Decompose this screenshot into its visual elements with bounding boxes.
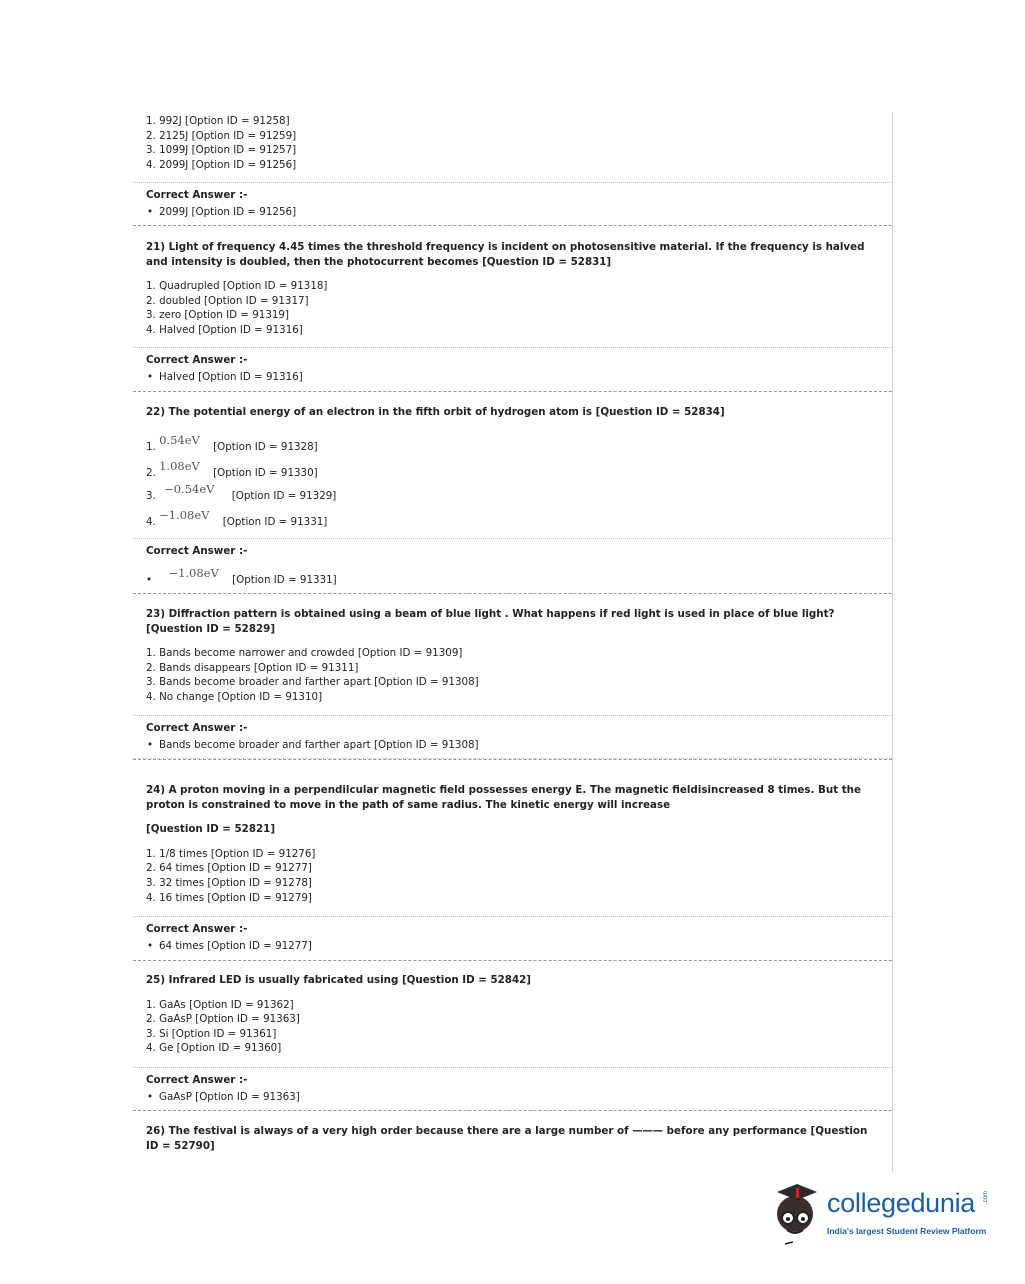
option: 1. 0.54eV [Option ID = 91328]: [146, 433, 318, 453]
q20-answer: [133, 188, 892, 219]
divider: [133, 538, 892, 539]
divider: [133, 182, 892, 183]
option: 3. zero [Option ID = 91319]: [146, 309, 289, 322]
math-expression: 1.08eV: [159, 459, 200, 473]
correct-answer-label: Correct Answer :-: [146, 722, 248, 734]
option: 4. Halved [Option ID = 91316]: [146, 323, 303, 336]
math-expression: 0.54eV: [159, 433, 200, 447]
correct-answer: • 64 times [Option ID = 91277]: [146, 939, 876, 954]
option: 2. GaAsP [Option ID = 91363]: [146, 1013, 300, 1026]
correct-answer-label: Correct Answer :-: [146, 354, 248, 366]
divider: [133, 347, 892, 348]
option: 1. GaAs [Option ID = 91362]: [146, 998, 294, 1011]
q24: [133, 783, 892, 905]
question-text: 26) The festival is always of a very high order because there are a large number of ——— before any performance [Question ID = 52790]: [146, 1125, 868, 1152]
q21-answer: [133, 353, 892, 384]
option: 2. doubled [Option ID = 91317]: [146, 294, 309, 307]
q25: [133, 973, 892, 1056]
option: 1. Quadrupled [Option ID = 91318]: [146, 280, 328, 293]
question-id: [Question ID = 52821]: [146, 823, 276, 836]
q23: [133, 607, 892, 705]
q26: [133, 1124, 892, 1153]
option: 4. Ge [Option ID = 91360]: [146, 1042, 282, 1055]
q25-answer: [133, 1073, 892, 1104]
question-separator: [133, 1110, 892, 1111]
option: 2. Bands disappears [Option ID = 91311]: [146, 661, 359, 674]
option: 2. 2125J [Option ID = 91259]: [146, 129, 297, 142]
question-text: 21) Light of frequency 4.45 times the threshold frequency is incident on photosensitive material. If the frequency is halved and intensity is doubled, then the photocurrent becomes [Question ID = 52831]: [146, 241, 865, 268]
question-separator: [133, 960, 892, 961]
correct-answer-label: Correct Answer :-: [146, 923, 248, 935]
collegedunia-logo: [767, 1178, 997, 1253]
math-expression: −1.08eV: [168, 566, 219, 580]
option: 2. 1.08eV [Option ID = 91330]: [146, 459, 318, 479]
question-separator: [133, 593, 892, 594]
option: 1. Bands become narrower and crowded [Option ID = 91309]: [146, 647, 463, 660]
option: 3. 1099J [Option ID = 91257]: [146, 144, 297, 157]
q23-answer: [133, 721, 892, 752]
question-separator: [133, 391, 892, 392]
question-text: 22) The potential energy of an electron in the fifth orbit of hydrogen atom is [Question ID = 52834]: [146, 406, 725, 418]
divider: [133, 715, 892, 716]
question-text: 23) Diffraction pattern is obtained using a beam of blue light . What happens if red light is used in place of blue light? [Question ID = 52829]: [146, 608, 835, 635]
logo-tagline: India's largest Student Review Platform: [827, 1226, 987, 1236]
correct-answer-label: Correct Answer :-: [146, 545, 248, 557]
divider: [133, 916, 892, 917]
math-expression: −0.54eV: [164, 482, 215, 496]
logo-wordmark: collegedunia: [827, 1188, 976, 1218]
correct-answer: • Bands become broader and farther apart [Option ID = 91308]: [146, 738, 876, 753]
correct-answer: • GaAsP [Option ID = 91363]: [146, 1090, 876, 1105]
option: 4. 16 times [Option ID = 91279]: [146, 891, 312, 904]
math-expression: −1.08eV: [159, 508, 210, 522]
divider: [133, 1067, 892, 1068]
option: 4. 2099J [Option ID = 91256]: [146, 158, 297, 171]
option: 1. 1/8 times [Option ID = 91276]: [146, 847, 316, 860]
option: 3. 32 times [Option ID = 91278]: [146, 876, 312, 889]
q24-answer: [133, 922, 892, 953]
option: 4. −1.08eV [Option ID = 91331]: [146, 508, 328, 528]
question-text: 25) Infrared LED is usually fabricated using [Question ID = 52842]: [146, 974, 532, 986]
question-separator: [133, 759, 892, 760]
logo-com: .com: [983, 1190, 989, 1204]
question-separator: [133, 225, 892, 226]
option: 3. Si [Option ID = 91361]: [146, 1027, 277, 1040]
question-paper: [133, 112, 893, 1172]
correct-answer-label: Correct Answer :-: [146, 189, 248, 201]
option: 4. No change [Option ID = 91310]: [146, 690, 323, 703]
correct-answer: • 2099J [Option ID = 91256]: [146, 205, 876, 220]
option: 1. 992J [Option ID = 91258]: [146, 115, 290, 127]
option: 2. 64 times [Option ID = 91277]: [146, 862, 312, 875]
question-text: 24) A proton moving in a perpendilcular magnetic field possesses energy E. The magnetic fieldisincreased 8 times. But the proton is constrained to move in the path of same radius. The kinetic energy will increase: [146, 784, 861, 811]
option: 3. −0.54eV [Option ID = 91329]: [146, 482, 337, 502]
correct-answer-label: Correct Answer :-: [146, 1074, 248, 1086]
q20-options: [133, 114, 892, 172]
q22-answer: [133, 544, 892, 559]
correct-answer: • −1.08eV [Option ID = 91331]: [146, 566, 337, 586]
q21: [133, 240, 892, 338]
correct-answer: • Halved [Option ID = 91316]: [146, 370, 876, 385]
q22: [133, 405, 892, 420]
mascot-icon: [767, 1178, 827, 1253]
option: 3. Bands become broader and farther apart [Option ID = 91308]: [146, 676, 479, 689]
